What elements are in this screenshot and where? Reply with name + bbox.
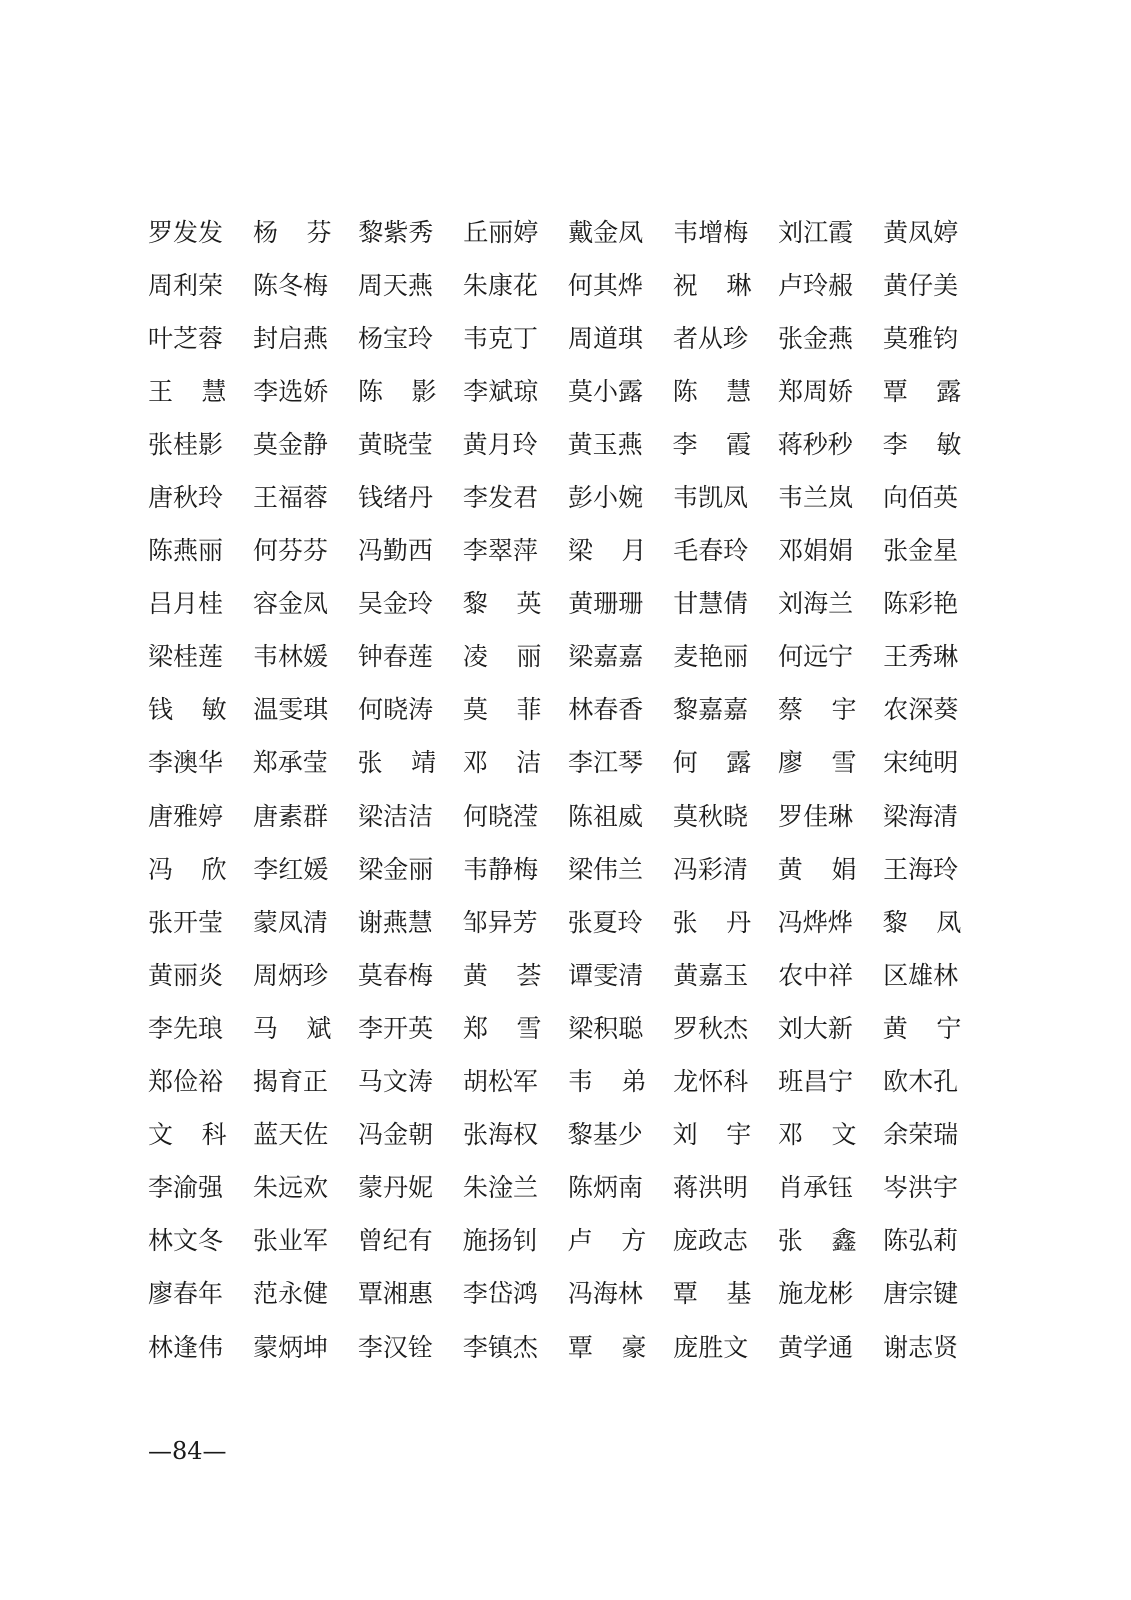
name-cell: 张 靖: [357, 748, 437, 778]
name-cell: 黎 英: [462, 589, 542, 619]
name-cell: 李开英: [358, 1013, 434, 1043]
name-cell: 冯海林: [567, 1279, 643, 1309]
name-row: [148, 1002, 988, 1055]
name-cell: 宋纯明: [883, 748, 959, 778]
name-cell: 欧木孔: [883, 1067, 959, 1097]
name-cell: 黎嘉嘉: [673, 695, 749, 725]
name-cell: 王秀琳: [883, 642, 959, 672]
name-row: [148, 843, 988, 896]
name-cell: 蒙丹妮: [358, 1173, 434, 1203]
name-cell: 覃 豪: [567, 1332, 647, 1362]
name-cell: 林文冬: [148, 1226, 224, 1256]
name-cell: 李斌琼: [463, 376, 539, 406]
name-cell: 施龙彬: [778, 1279, 854, 1309]
name-cell: 卢 方: [567, 1226, 647, 1256]
name-cell: 黄月玲: [462, 429, 538, 459]
name-cell: 莫金静: [252, 429, 328, 459]
name-cell: 李岱鸿: [462, 1279, 538, 1309]
name-cell: 邓 文: [777, 1120, 857, 1150]
name-cell: 龙怀科: [673, 1067, 749, 1097]
name-row: [148, 737, 988, 790]
name-cell: 冯金朝: [358, 1120, 434, 1150]
name-cell: 余荣瑞: [883, 1120, 959, 1150]
name-cell: 王福蓉: [253, 483, 329, 513]
name-cell: 毛春玲: [673, 536, 749, 566]
name-cell: 谭雯清: [568, 960, 644, 990]
name-cell: 黄 娟: [777, 854, 857, 884]
name-cell: 王 慧: [148, 376, 227, 406]
name-cell: 林逢伟: [148, 1332, 224, 1362]
name-cell: 梁 月: [567, 536, 647, 566]
name-cell: 岑洪宇: [883, 1173, 959, 1203]
name-row: [148, 206, 988, 259]
name-row: [148, 949, 988, 1002]
name-cell: 马 斌: [252, 1013, 332, 1043]
name-cell: 梁海清: [883, 801, 959, 831]
name-cell: 施扬钊: [462, 1226, 538, 1256]
name-cell: 甘慧倩: [673, 589, 749, 619]
name-cell: 李汉铨: [357, 1332, 433, 1362]
name-cell: 蒙炳坤: [252, 1332, 328, 1362]
name-cell: 黄晓莹: [357, 429, 433, 459]
name-cell: 陈燕丽: [148, 536, 224, 566]
name-cell: 黄学通: [778, 1332, 854, 1362]
name-cell: 封启燕: [253, 323, 329, 353]
name-cell: 蒋秒秒: [777, 429, 853, 459]
name-cell: 廖春年: [148, 1279, 224, 1309]
name-cell: 丘丽婷: [463, 217, 539, 247]
name-cell: 覃 基: [672, 1279, 752, 1309]
name-cell: 蒋洪明: [673, 1173, 749, 1203]
name-cell: 罗发发: [148, 217, 224, 247]
name-cell: 凌 丽: [462, 642, 542, 672]
name-cell: 覃 露: [882, 376, 962, 406]
name-cell: 唐雅婷: [148, 801, 224, 831]
name-cell: 祝 琳: [672, 270, 752, 300]
name-cell: 唐宗键: [883, 1279, 959, 1309]
name-row: [148, 259, 988, 312]
name-cell: 杨宝玲: [358, 323, 434, 353]
name-row: [148, 631, 988, 684]
name-row: [148, 790, 988, 843]
name-cell: 黎基少: [567, 1120, 643, 1150]
page-number: —84—: [148, 1437, 227, 1465]
name-cell: 揭育正: [252, 1067, 328, 1097]
name-cell: 周道琪: [568, 323, 644, 353]
name-cell: 蓝天佐: [253, 1120, 329, 1150]
name-cell: 钟春莲: [357, 642, 433, 672]
name-cell: 刘大新: [777, 1013, 853, 1043]
name-row: [148, 684, 988, 737]
name-cell: 李翠萍: [462, 536, 538, 566]
name-cell: 黄珊珊: [568, 589, 644, 619]
name-cell: 肖承钰: [778, 1173, 854, 1203]
name-cell: 区雄林: [883, 960, 959, 990]
name-row: [148, 578, 988, 631]
name-cell: 陈冬梅: [252, 270, 328, 300]
name-cell: 黄 荟: [462, 960, 542, 990]
name-cell: 李镇杰: [462, 1332, 538, 1362]
name-row: [148, 1215, 988, 1268]
name-cell: 马文涛: [357, 1067, 433, 1097]
name-cell: 冯 欣: [148, 854, 227, 884]
name-cell: 郑 雪: [462, 1013, 542, 1043]
name-cell: 黎紫秀: [358, 217, 434, 247]
name-cell: 朱淦兰: [463, 1173, 539, 1203]
name-cell: 温雯琪: [253, 695, 329, 725]
name-row: [148, 1321, 988, 1374]
name-cell: 梁伟兰: [568, 854, 644, 884]
name-cell: 冯彩清: [672, 854, 748, 884]
name-cell: 冯勤西: [357, 536, 433, 566]
name-row: [148, 471, 988, 524]
name-cell: 朱远欢: [253, 1173, 329, 1203]
name-cell: 胡松军: [462, 1067, 538, 1097]
name-cell: 庞胜文: [673, 1332, 749, 1362]
name-cell: 陈炳南: [568, 1173, 644, 1203]
name-cell: 陈 慧: [672, 376, 752, 406]
name-cell: 麦艳丽: [673, 642, 749, 672]
name-cell: 曾纪有: [357, 1226, 433, 1256]
name-cell: 林春香: [568, 695, 644, 725]
name-cell: 唐秋玲: [148, 483, 224, 513]
name-cell: 吴金玲: [357, 589, 433, 619]
name-cell: 张开莹: [148, 907, 224, 937]
name-cell: 谢志贤: [883, 1332, 959, 1362]
name-cell: 张金星: [883, 536, 959, 566]
name-cell: 周利荣: [148, 270, 224, 300]
name-cell: 郑俭裕: [148, 1067, 224, 1097]
name-cell: 彭小婉: [568, 483, 644, 513]
name-cell: 张 鑫: [777, 1226, 857, 1256]
name-cell: 范永健: [252, 1279, 328, 1309]
name-cell: 韦林媛: [252, 642, 328, 672]
name-cell: 刘海兰: [778, 589, 854, 619]
name-cell: 卢玲赧: [778, 270, 854, 300]
name-cell: 黄 宁: [882, 1013, 962, 1043]
name-cell: 罗秋杰: [673, 1013, 749, 1043]
name-row: [148, 365, 988, 418]
name-row: [148, 418, 988, 471]
name-cell: 韦 弟: [567, 1067, 647, 1097]
name-cell: 朱康花: [462, 270, 538, 300]
name-cell: 陈祖威: [568, 801, 644, 831]
name-row: [148, 1162, 988, 1215]
name-row: [148, 525, 988, 578]
name-cell: 周炳珍: [252, 960, 328, 990]
name-cell: 刘江霞: [778, 217, 854, 247]
name-cell: 梁金丽: [358, 854, 434, 884]
name-cell: 梁嘉嘉: [568, 642, 644, 672]
name-cell: 莫雅钧: [883, 323, 959, 353]
name-cell: 钱 敏: [148, 695, 227, 725]
name-cell: 戴金凤: [568, 217, 644, 247]
name-cell: 邓 洁: [462, 748, 542, 778]
name-cell: 黄玉燕: [567, 429, 643, 459]
name-row: [148, 896, 988, 949]
name-cell: 李选娇: [253, 376, 329, 406]
name-row: [148, 312, 988, 365]
name-cell: 何 露: [672, 748, 752, 778]
name-cell: 者从珍: [673, 323, 749, 353]
name-cell: 刘 宇: [672, 1120, 752, 1150]
name-cell: 何其烨: [567, 270, 643, 300]
name-cell: 向佰英: [883, 483, 959, 513]
name-cell: 梁洁洁: [358, 801, 434, 831]
name-cell: 李先琅: [148, 1013, 224, 1043]
name-cell: 张夏玲: [567, 907, 643, 937]
name-cell: 冯烨烨: [777, 907, 853, 937]
name-cell: 覃湘惠: [357, 1279, 433, 1309]
name-cell: 蒙凤清: [252, 907, 328, 937]
name-cell: 郑承莹: [252, 748, 328, 778]
name-cell: 黄仔美: [883, 270, 959, 300]
name-cell: 何晓涛: [358, 695, 434, 725]
name-row: [148, 1268, 988, 1321]
name-cell: 邹异芳: [462, 907, 538, 937]
name-cell: 张 丹: [672, 907, 752, 937]
name-cell: 吕月桂: [148, 589, 224, 619]
name-cell: 张业军: [252, 1226, 328, 1256]
name-cell: 李发君: [463, 483, 539, 513]
name-cell: 陈 影: [358, 376, 437, 406]
name-cell: 梁积聪: [568, 1013, 644, 1043]
name-cell: 韦静梅: [463, 854, 539, 884]
name-cell: 蔡 宇: [777, 695, 857, 725]
name-cell: 何远宁: [778, 642, 854, 672]
name-cell: 谢燕慧: [357, 907, 433, 937]
name-cell: 张海权: [462, 1120, 538, 1150]
name-row: [148, 1109, 988, 1162]
name-cell: 周天燕: [357, 270, 433, 300]
name-cell: 张桂影: [148, 429, 224, 459]
name-cell: 庞政志: [672, 1226, 748, 1256]
name-cell: 黄嘉玉: [673, 960, 749, 990]
name-cell: 莫 菲: [462, 695, 542, 725]
name-cell: 梁桂莲: [148, 642, 224, 672]
name-cell: 王海玲: [883, 854, 959, 884]
name-cell: 李 霞: [672, 429, 752, 459]
name-cell: 邓娟娟: [778, 536, 854, 566]
name-cell: 韦凯凤: [673, 483, 749, 513]
name-cell: 莫秋晓: [673, 801, 749, 831]
name-cell: 韦克丁: [463, 323, 539, 353]
name-cell: 李江琴: [568, 748, 644, 778]
name-cell: 韦兰岚: [778, 483, 854, 513]
name-cell: 农深葵: [883, 695, 959, 725]
name-cell: 文 科: [148, 1120, 227, 1150]
name-cell: 黄凤婷: [883, 217, 959, 247]
name-cell: 李澳华: [148, 748, 224, 778]
name-cell: 陈弘莉: [883, 1226, 959, 1256]
name-cell: 钱绪丹: [358, 483, 434, 513]
name-cell: 李红媛: [253, 854, 329, 884]
name-cell: 莫春梅: [357, 960, 433, 990]
name-cell: 李渝强: [148, 1173, 224, 1203]
name-cell: 张金燕: [778, 323, 854, 353]
name-cell: 农中祥: [778, 960, 854, 990]
name-cell: 容金凤: [252, 589, 328, 619]
name-cell: 班昌宁: [778, 1067, 854, 1097]
name-cell: 何芬芬: [252, 536, 328, 566]
name-cell: 唐素群: [253, 801, 329, 831]
name-cell: 郑周娇: [778, 376, 854, 406]
name-cell: 黄丽炎: [148, 960, 224, 990]
name-cell: 廖 雪: [778, 748, 857, 778]
name-cell: 陈彩艳: [883, 589, 959, 619]
name-cell: 黎 凤: [882, 907, 962, 937]
name-cell: 李 敏: [882, 429, 962, 459]
name-cell: 韦增梅: [673, 217, 749, 247]
name-list-grid: [148, 206, 988, 1374]
name-cell: 叶芝蓉: [148, 323, 224, 353]
name-row: [148, 1056, 988, 1109]
name-cell: 罗佳琳: [778, 801, 854, 831]
name-cell: 莫小露: [568, 376, 644, 406]
name-cell: 何晓滢: [463, 801, 539, 831]
name-cell: 杨 芬: [252, 217, 332, 247]
